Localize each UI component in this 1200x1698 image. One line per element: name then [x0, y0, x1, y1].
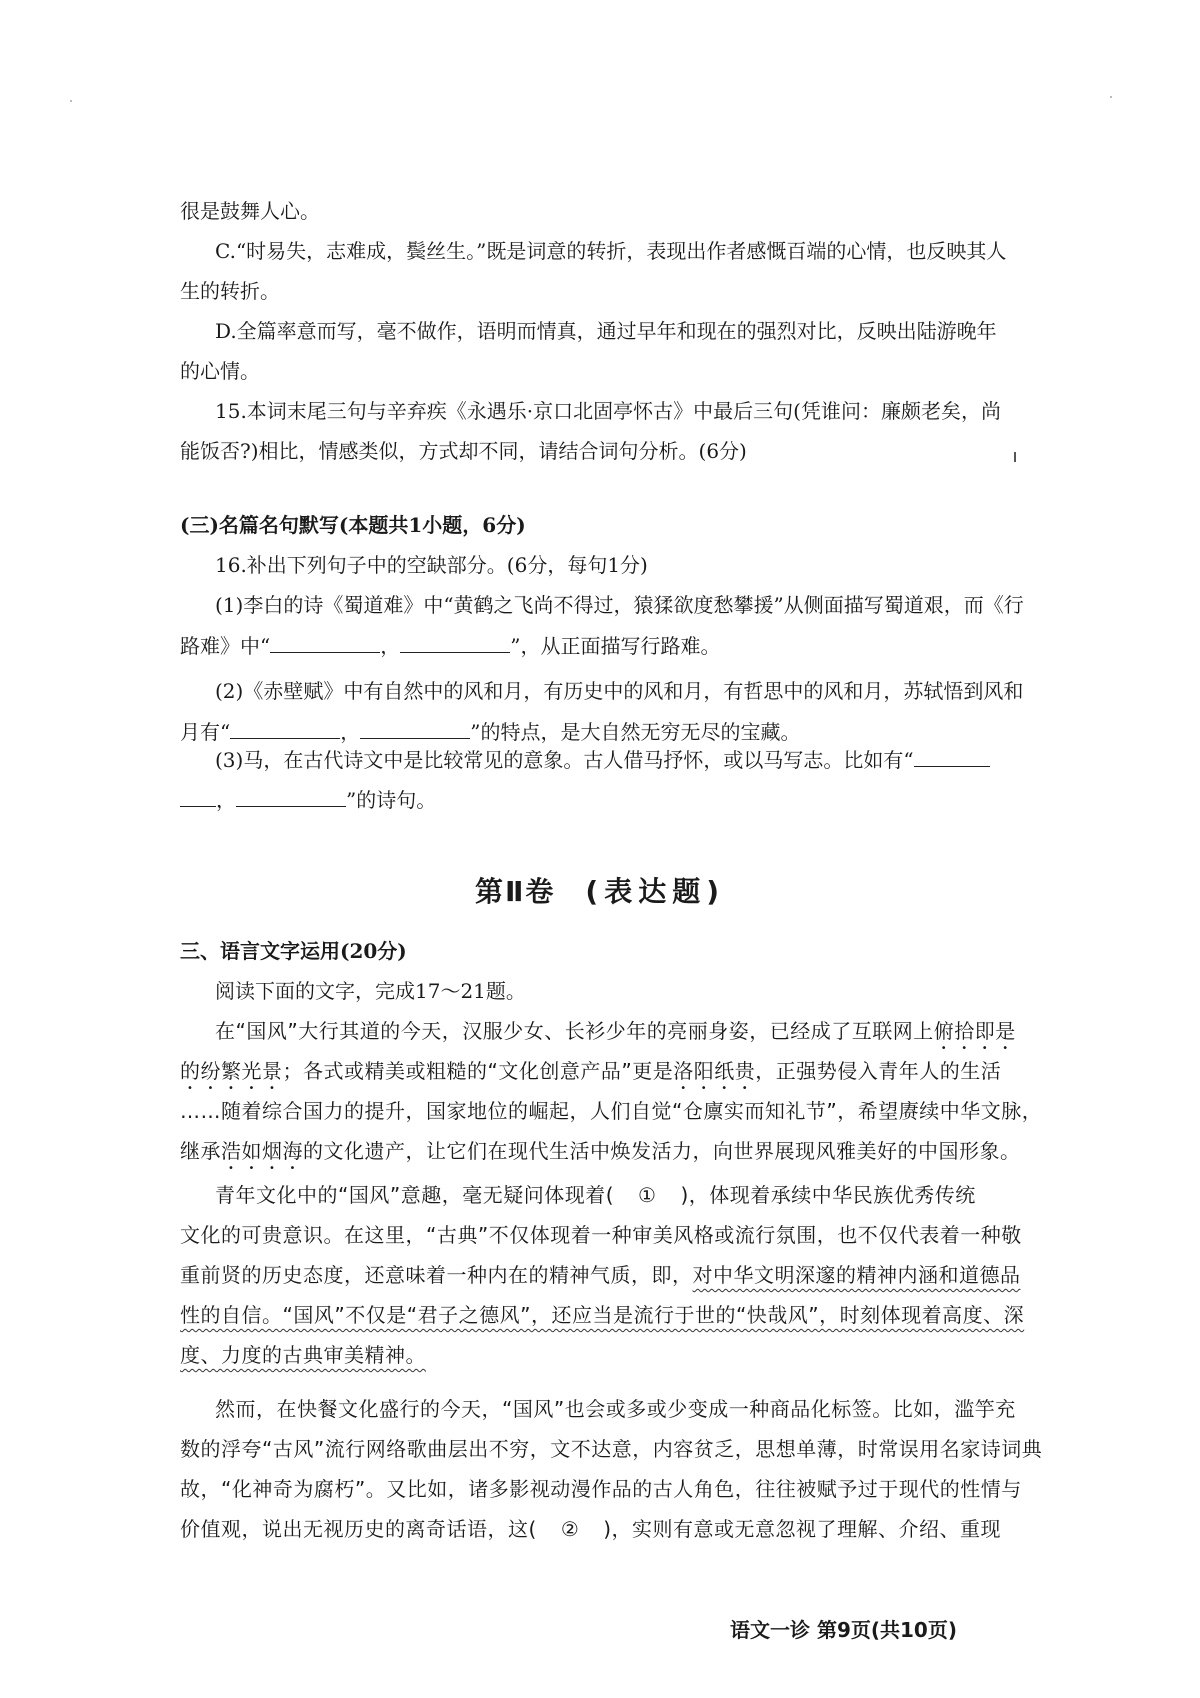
option-c-line-2: 生的转折。: [180, 279, 280, 303]
answer-blank[interactable]: [236, 784, 346, 807]
fill-item-3-text: (3)马，在古代诗文中是比较常见的意象。古人借马抒怀，或以马写志。比如有“: [215, 748, 914, 772]
scan-mark: [1014, 452, 1016, 462]
fill-item-1-prefix: 路难》中“: [180, 634, 271, 658]
option-c-line-1: C.“时易失，志难成，鬓丝生。”既是词意的转折，表现出作者感慨百端的心情，也反映其人: [215, 239, 1007, 263]
question-15-line-2: 能饭否?)相比，情感类似，方式却不同，请结合词句分析。(6分): [180, 439, 747, 463]
emphasis-idiom: 俯拾即是: [933, 1019, 1016, 1043]
answer-slot-1[interactable]: ①: [638, 1183, 657, 1207]
answer-blank[interactable]: [360, 716, 470, 739]
passage-p2-line-4: [180, 1300, 1025, 1330]
fill-item-3-line-2: [180, 784, 1020, 815]
part-2-title: [0, 870, 1200, 910]
passage-p1-line-4: [180, 1136, 1020, 1174]
passage-text: 青年文化中的“国风”意趣，毫无疑问体现着(: [215, 1183, 615, 1207]
fill-item-3-suffix: ”的诗句。: [346, 788, 437, 812]
passage-text: )，实则有意或无意忽视了理解、介绍、重现: [603, 1517, 1002, 1541]
passage-p3-line-3: 故，“化神奇为腐朽”。又比如，诸多影视动漫作品的古人角色，往往被赋予过于现代的性情与: [180, 1477, 1022, 1501]
option-b-tail: 很是鼓舞人心。: [180, 199, 320, 223]
passage-text: )，体现着承续中华民族优秀传统: [680, 1183, 976, 1207]
fill-item-1-suffix: ”，从正面描写行路难。: [510, 634, 721, 658]
option-d-line-1: D.全篇率意而写，毫不做作，语明而情真，通过早年和现在的强烈对比，反映出陆游晚年: [215, 319, 997, 343]
section-3-heading: (三)名篇名句默写(本题共1小题，6分): [180, 513, 526, 537]
part-2-label: 第Ⅱ卷: [474, 875, 556, 908]
underlined-sentence: 对中华文明深邃的精神内涵和道德品: [692, 1263, 1021, 1287]
fill-item-3-line-1: [215, 744, 1020, 775]
answer-blank[interactable]: [180, 784, 216, 807]
fill-item-2-line-2: [180, 716, 1020, 747]
question-16-prompt: 16.补出下列句子中的空缺部分。(6分，每句1分): [215, 553, 648, 577]
fill-item-2-comma: ，: [340, 720, 361, 744]
passage-p2-line-3: [180, 1260, 1020, 1290]
fill-item-2-prefix: 月有“: [180, 720, 231, 744]
passage-text: ；各式或精美或粗糙的“文化创意产品”更是: [282, 1059, 674, 1083]
fill-item-3-comma: ，: [216, 788, 236, 812]
passage-text: 重前贤的历史态度，还意味着一种内在的精神气质，即，: [180, 1263, 693, 1287]
passage-p3-line-2: 数的浮夸“古风”流行网络歌曲层出不穷，文不达意，内容贫乏，思想单薄，时常误用名家诗词典: [180, 1437, 1043, 1461]
passage-p3-line-4: [180, 1514, 1020, 1544]
passage-text: ，正强势侵入青年人的生活: [755, 1059, 1002, 1083]
part-2-subtitle: (表达题): [585, 875, 726, 908]
question-15-line-1: 15.本词末尾三句与辛弃疾《永遇乐·京口北固亭怀古》中最后三句(凭谁问：廉颇老矣，尚: [215, 399, 1001, 423]
reading-instruction: 阅读下面的文字，完成17～21题。: [215, 979, 526, 1003]
passage-p1-line-3: ……随着综合国力的提升，国家地位的崛起，人们自觉“仓廪实而知礼节”，希望赓续中华文脉，: [180, 1099, 1043, 1123]
fill-item-2-line-1: (2)《赤壁赋》中有自然中的风和月，有历史中的风和月，有哲思中的风和月，苏轼悟到风和: [215, 679, 1024, 703]
language-section-heading: 三、语言文字运用(20分): [180, 939, 407, 963]
passage-p2-line-5: [180, 1340, 1020, 1370]
answer-blank[interactable]: [914, 744, 990, 767]
emphasis-idiom: 的纷繁光景: [180, 1059, 283, 1083]
underlined-sentence: 性的自信。“国风”不仅是“君子之德风”，还应当是流行于世的“快哉风”，时刻体现着高度、深: [180, 1303, 1025, 1327]
passage-p2-line-1: [215, 1180, 1020, 1210]
option-d-line-2: 的心情。: [180, 359, 260, 383]
passage-text: 在“国风”大行其道的今天，汉服少女、长衫少年的亮丽身姿，已经成了互联网上: [215, 1019, 934, 1043]
passage-text: 继承: [180, 1139, 221, 1163]
fill-item-1-line-1: (1)李白的诗《蜀道难》中“黄鹤之飞尚不得过，猿猱欲度愁攀援”从侧面描写蜀道艰，而《行: [215, 593, 1024, 617]
answer-slot-2[interactable]: ②: [560, 1517, 580, 1541]
passage-p2-line-2: 文化的可贵意识。在这里，“古典”不仅体现着一种审美风格或流行氛围，也不仅代表着一种敬: [180, 1223, 1022, 1247]
page-footer: 语文一诊 第9页(共10页): [730, 1618, 957, 1642]
answer-blank[interactable]: [270, 630, 380, 653]
answer-blank[interactable]: [230, 716, 340, 739]
passage-p3-line-1: 然而，在快餐文化盛行的今天，“国风”也会或多或少变成一种商品化标签。比如，滥竽充: [215, 1397, 1016, 1421]
fill-item-1-comma: ，: [380, 634, 401, 658]
scan-speck: [1110, 96, 1112, 98]
passage-p1-line-1: [215, 1016, 1020, 1054]
passage-p1-line-2: [180, 1056, 1020, 1094]
emphasis-idiom: 洛阳纸贵: [673, 1059, 756, 1083]
fill-item-2-suffix: ”的特点，是大自然无穷无尽的宝藏。: [470, 720, 801, 744]
scan-speck: [70, 100, 72, 102]
fill-item-1-line-2: [180, 630, 1020, 661]
underlined-sentence: 度、力度的古典审美精神。: [180, 1343, 426, 1367]
passage-text: 的文化遗产，让它们在现代生活中焕发活力，向世界展现风雅美好的中国形象。: [303, 1139, 1021, 1163]
emphasis-idiom: 浩如烟海: [221, 1139, 303, 1163]
passage-text: 价值观，说出无视历史的离奇话语，这(: [180, 1517, 537, 1541]
answer-blank[interactable]: [400, 630, 510, 653]
